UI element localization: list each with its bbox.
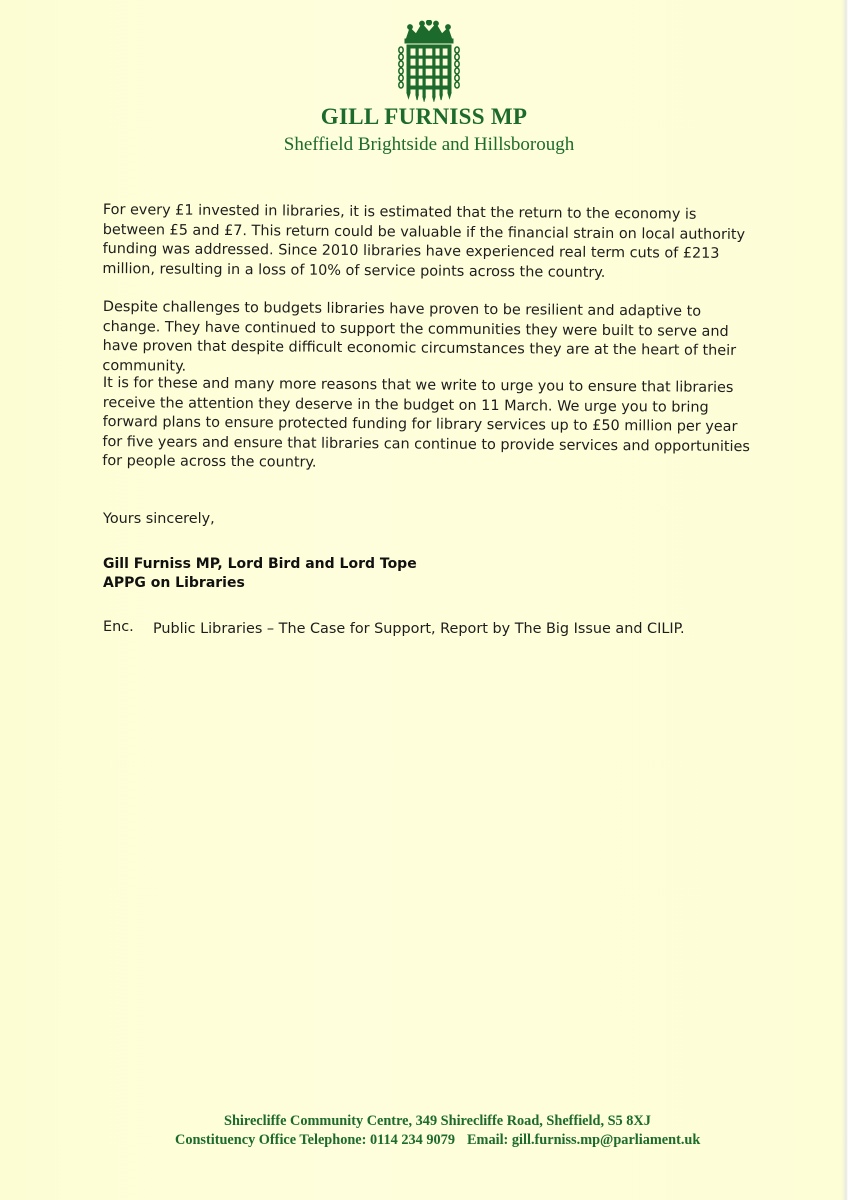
signature-block [103,555,417,593]
portcullis-crest-icon [396,20,462,102]
paragraph-funding-request: It is for these and many more reasons that we write to urge you to ensure that libraries receive the attention they deserve in the budget on 11 March. We urge you to bring forward plans to ensure protected funding for library services up to £50 million per year for five years and ensure that libraries can continue to provide services and opportunities for people across the country. [102,374,750,472]
paragraph-economy-return: For every £1 invested in libraries, it is estimated that the return to the economy is between £5 and £7. This return could be valuable if the financial strain on local authority funding was addressed. Since 2010 libraries have experienced real term cuts of £213 million, resulting in a loss of 10% of service points across the country. [102,201,746,281]
page-edge [842,0,848,1200]
footer-email: Email: gill.furniss.mp@parliament.uk [467,1132,701,1148]
constituency-heading: Sheffield Brightside and Hillsborough [283,134,575,155]
enclosure-label: Enc. [103,619,134,635]
footer-address: Shirecliffe Community Centre, 349 Shirecliffe Road, Sheffield, S5 8XJ [224,1113,651,1129]
signatory-names: Gill Furniss MP, Lord Bird and Lord Tope [103,556,417,572]
signatory-group: APPG on Libraries [103,575,245,591]
enclosure-description: Public Libraries – The Case for Support, Report by The Big Issue and CILIP. [153,621,685,637]
footer-telephone: Constituency Office Telephone: 0114 234 9079 [175,1132,455,1148]
closing-salutation: Yours sincerely, [103,511,215,527]
mp-name-heading: GILL FURNISS MP [320,104,528,129]
paragraph-resilience: Despite challenges to budgets libraries have proven to be resilient and adaptive to change. They have continued to support the communities they were built to serve and have proven that despite difficult economic circumstances they are at the heart of their community. [102,298,737,375]
